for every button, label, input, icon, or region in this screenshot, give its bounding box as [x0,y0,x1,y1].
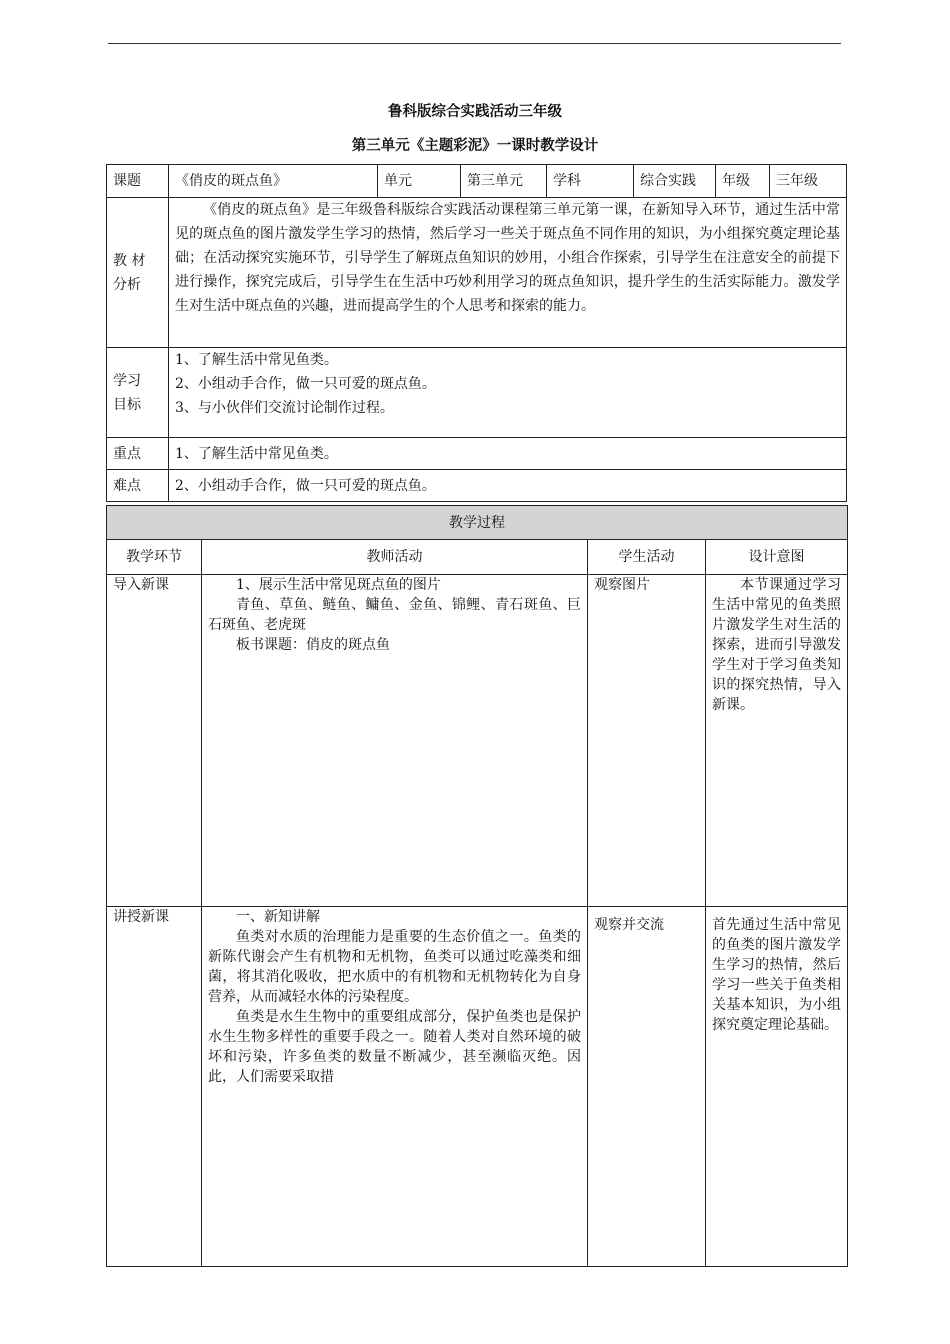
key-value: 1、了解生活中常见鱼类。 [169,438,847,470]
info-row-topic [107,165,847,198]
analysis-label-line2: 分析 [113,276,141,293]
teacher-line: 青鱼、草鱼、鲢鱼、鳙鱼、金鱼、锦鲤、青石斑鱼、巨石斑鱼、老虎斑 [208,597,581,633]
student-activity-cell: 观察并交流 [588,907,706,1267]
design-intent-text: 首先通过生活中常见的鱼类的图片激发学生学习的热情，然后学习一些关于鱼类相关基本知识，为小组探究奠定理论基础。 [712,917,841,1033]
teacher-line: 板书课题：俏皮的斑点鱼 [236,637,390,653]
goals-cell [169,348,847,438]
stage-cell: 导入新课 [107,575,202,907]
header-rule [108,43,841,44]
goal-item: 3、与小伙伴们交流讨论制作过程。 [175,400,394,416]
info-row-difficulty [107,470,847,502]
design-intent-text: 本节课通过学习生活中常见的鱼类照片激发学生对生活的探索，进而引导激发学生对于学习鱼类知识的探究热情，导入新课。 [712,577,841,713]
grade-value: 三年级 [770,165,847,198]
goals-label-line2: 目标 [113,396,141,413]
teacher-activity-cell [202,575,588,907]
student-activity-cell: 观察图片 [588,575,706,907]
teacher-line: 鱼类对水质的治理能力是重要的生态价值之一。鱼类的新陈代谢会产生有机物和无机物，鱼类可以通过吃藻类和细菌，将其消化吸收，把水质中的有机物和无机物转化为自身营养，从而减轻水体的污染程度。 [208,929,581,1005]
analysis-text-cell [169,198,847,348]
teacher-activity-cell [202,907,588,1267]
analysis-text: 《俏皮的斑点鱼》是三年级鲁科版综合实践活动课程第三单元第一课，在新知导入环节，通过生活中常见的斑点鱼的图片激发学生学习的热情，然后学习一些关于斑点鱼不同作用的知识，为小组探究奠定理论基础；在活动探究实施环节，引导学生了解斑点鱼知识的妙用，小组合作探索，引导学生在注意安全的前提下进行操作，探究完成后，引导学生在生活中巧妙利用学习的斑点鱼知识，提升学生的生活实际能力。激发学生对生活中斑点鱼的兴趣，进而提高学生的个人思考和探索的能力。 [175,202,840,314]
design-intent-cell [706,575,848,907]
info-table [106,164,847,502]
difficulty-value: 2、小组动手合作，做一只可爱的斑点鱼。 [169,470,847,502]
process-heading: 教学过程 [107,506,848,540]
subject-value: 综合实践 [634,165,716,198]
teacher-line: 1、展示生活中常见斑点鱼的图片 [236,577,441,593]
key-label: 重点 [107,438,169,470]
stage-cell: 讲授新课 [107,907,202,1267]
design-intent-cell [706,907,848,1267]
teacher-line: 一、新知讲解 [236,909,320,925]
subject-label: 学科 [547,165,634,198]
difficulty-label: 难点 [107,470,169,502]
topic-label: 课题 [107,165,169,198]
table-row [107,575,848,907]
goals-label [107,348,169,438]
goals-label-line1: 学习 [113,372,141,389]
info-row-goals [107,348,847,438]
unit-label: 单元 [378,165,461,198]
column-header: 设计意图 [706,540,848,575]
info-row-analysis [107,198,847,348]
goal-item: 2、小组动手合作，做一只可爱的斑点鱼。 [175,376,436,392]
teacher-line: 鱼类是水生生物中的重要组成部分，保护鱼类也是保护水生生物多样性的重要手段之一。随着人类对自然环境的破坏和污染，许多鱼类的数量不断减少，甚至濒临灭绝。因此，人们需要采取措 [208,1009,581,1085]
process-table [106,505,848,1267]
process-heading-row [107,506,848,540]
column-header: 教师活动 [202,540,588,575]
topic-value: 《俏皮的斑点鱼》 [169,165,378,198]
goal-item: 1、了解生活中常见鱼类。 [175,352,338,368]
analysis-label-line1: 教 材 [113,252,146,269]
analysis-label [107,198,169,348]
doc-title: 鲁科版综合实践活动三年级 [388,104,562,120]
table-row [107,907,848,1267]
column-header: 教学环节 [107,540,202,575]
process-header-row [107,540,848,575]
doc-subtitle: 第三单元《主题彩泥》一课时教学设计 [351,138,599,154]
grade-label: 年级 [716,165,770,198]
unit-value: 第三单元 [461,165,547,198]
info-row-key [107,438,847,470]
column-header: 学生活动 [588,540,706,575]
